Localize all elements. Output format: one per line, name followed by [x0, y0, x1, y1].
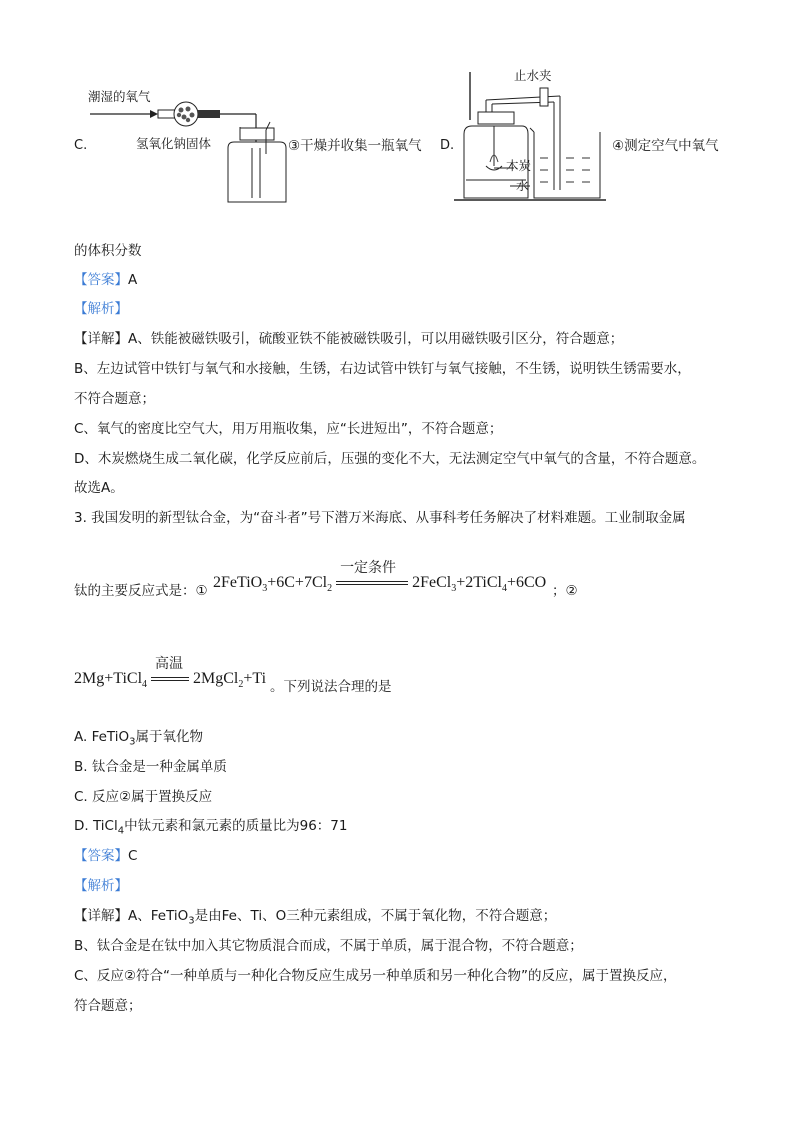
q3-answer: [74, 846, 137, 866]
option-c-letter: C.: [74, 138, 88, 153]
detail-tag: 【详解】: [74, 908, 128, 924]
q2-detail-b-cont: 不符合题意；: [74, 391, 155, 407]
figure-d-water-label: 水: [516, 178, 529, 193]
q3-stem-line2-suffix: ；②: [552, 583, 578, 599]
equation-2-condition: 高温: [155, 657, 184, 673]
q3-detail-b: B、钛合金是在钛中加入其它物质混合而成，不属于单质，属于混合物，不符合题意；: [74, 938, 583, 954]
figure-d-clamp-label: 止水夹: [514, 68, 552, 83]
equation-2-arrow: [151, 657, 189, 681]
equation-1-arrow: [336, 561, 408, 585]
option-d-letter: D.: [440, 138, 455, 153]
q3-option-b: B. 钛合金是一种金属单质: [74, 759, 227, 775]
q3-detail-a: 【详解】A、FeTiO$_3$是由Fe、Ti、O三种元素组成，不属于氧化物，不符合题意；: [74, 908, 557, 927]
figure-c-solid-label: 氢氧化钠固体: [136, 136, 212, 151]
figure-d-caption: ④测定空气中氧气: [612, 138, 719, 154]
equation-1: $2FeTiO_3+6C+7Cl_2$ 一定条件 2FeCl$_3$+2TiCl$_4$+6CO: [213, 574, 546, 594]
q3-detail-c: C、反应②符合“一种单质与一种化合物反应生成另一种单质和另一种化合物”的反应，属于置换反应，: [74, 968, 677, 984]
q3-option-d: D. TiCl$_4$中钛元素和氯元素的质量比为96：71: [74, 818, 348, 837]
q2-detail-a: 【详解】A、铁能被磁铁吸引，硫酸亚铁不能被磁铁吸引，可以用磁铁吸引区分，符合题意；: [74, 331, 624, 347]
answer-tag: 【答案】: [74, 848, 128, 864]
q2-conclusion: 故选A。: [74, 480, 124, 496]
q2-detail-c: C、氧气的密度比空气大，用万用瓶收集，应“长进短出”，不符合题意；: [74, 421, 503, 437]
q3-stem-line3-suffix: 。下列说法合理的是: [270, 679, 392, 695]
q2-analysis-tag: 【解析】: [74, 301, 128, 317]
q2-detail-b: B、左边试管中铁钉与氧气和水接触，生锈，右边试管中铁钉与氧气接触，不生锈，说明铁生锈需要水，: [74, 361, 691, 377]
q3-detail-c-cont: 符合题意；: [74, 998, 142, 1014]
figure-d-charcoal-label: 木炭: [506, 158, 532, 173]
figure-c-gas-label: 潮湿的氧气: [88, 89, 151, 104]
answer-tag: 【答案】: [74, 272, 128, 288]
answer-value: A: [128, 272, 138, 288]
detail-tag: 【详解】: [74, 331, 128, 347]
figure-c-caption: ③干燥并收集一瓶氧气: [288, 138, 422, 154]
q3-option-a: A. FeTiO$_3$属于氧化物: [74, 729, 203, 748]
equation-2: 2Mg+TiCl$_4$ 高温 2MgCl$_2$+Ti: [74, 670, 266, 690]
q3-analysis-tag: 【解析】: [74, 878, 128, 894]
answer-value: C: [128, 848, 138, 864]
q2-detail-d: D、木炭燃烧生成二氧化碳，化学反应前后，压强的变化不大，无法测定空气中氧气的含量，不符合题意。: [74, 451, 706, 467]
figure-d-caption-continued: 的体积分数: [74, 243, 142, 259]
q3-stem: 3. 我国发明的新型钛合金，为“奋斗者”号下潜万米海底、从事科考任务解决了材料难题。工业制取金属: [74, 510, 686, 526]
q3-stem-line2: 钛的主要反应式是：①: [74, 583, 208, 599]
q2-answer: [74, 270, 137, 290]
equation-1-condition: 一定条件: [340, 561, 397, 577]
q3-option-c: C. 反应②属于置换反应: [74, 789, 213, 805]
